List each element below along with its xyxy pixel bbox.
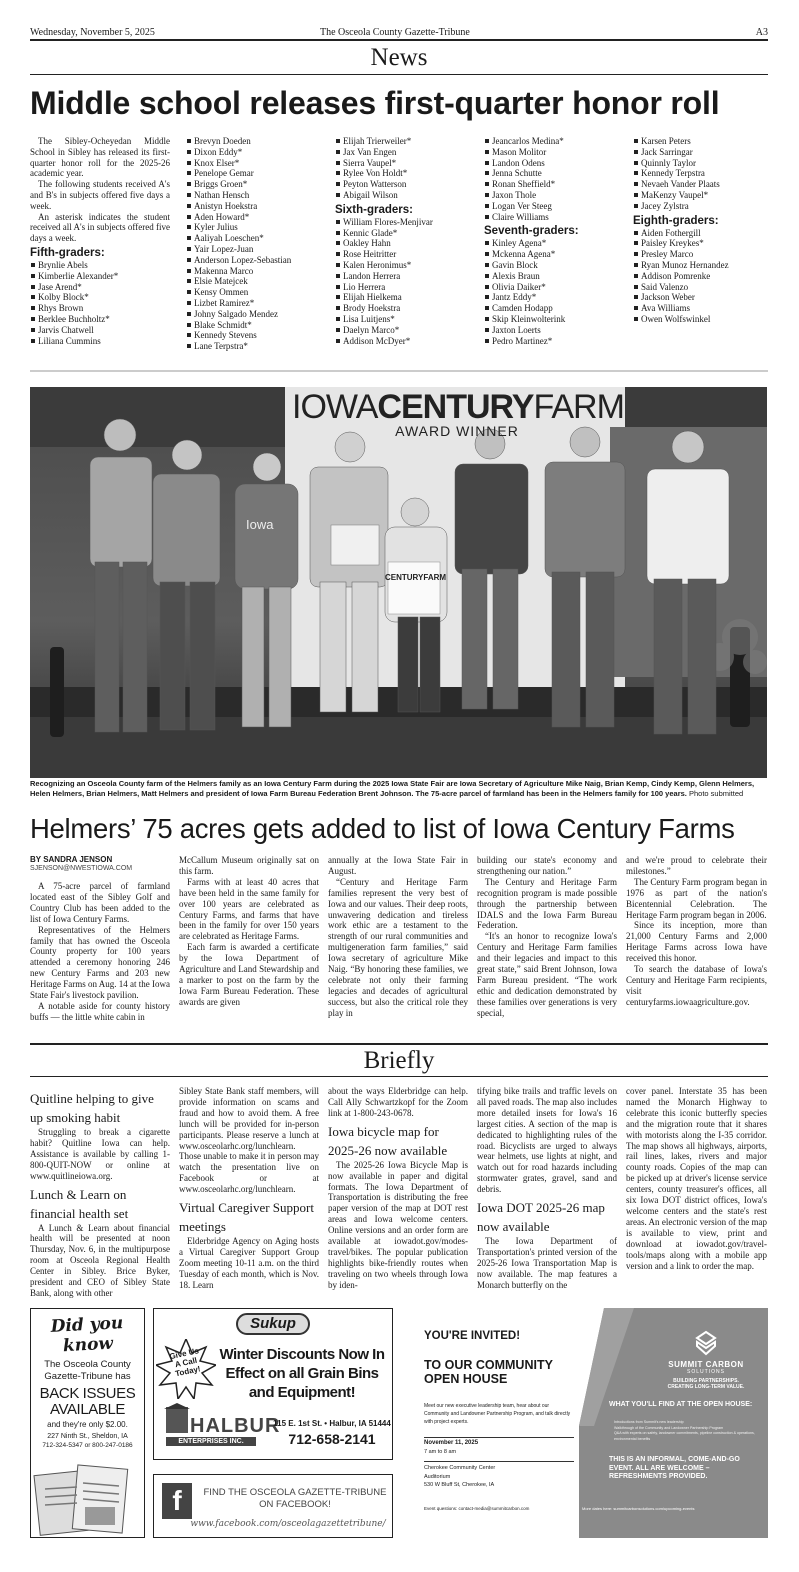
student-name: Landon Herrera	[335, 271, 475, 282]
paper-name: The Osceola County Gazette-Tribune	[320, 27, 470, 38]
student-name: Quinnly Taylor	[633, 158, 773, 169]
student-name: Rylee Von Holdt*	[335, 168, 475, 179]
brief-paragraph: about the ways Elderbridge can help. Call Ally Schwartzkopf for the Zoom link at 1-800-243-0678.	[328, 1086, 468, 1118]
student-name: Rhys Brown	[30, 303, 170, 314]
page-number: A3	[755, 27, 768, 38]
student-name: Aiden Fothergill	[633, 228, 773, 239]
event-time: 7 am to 8 am	[424, 1449, 457, 1455]
divider	[424, 1437, 574, 1438]
brief-paragraph: The 2025-26 Iowa Bicycle Map is now available in paper and digital formats. The Iowa Department of Transportation is distributing the free paper version of the map at DOT rest areas and Iowa welcome centers. Online versions and an order form are available at iowadot.gov/modes-travel/bikes. The popular publication highlights bike-friendly routes when traveling on two wheels through Iowa by iden-	[328, 1159, 468, 1290]
name-list	[484, 136, 624, 222]
student-name: Logan Ver Steeg	[484, 201, 624, 212]
ad-title: Did you know	[50, 1313, 124, 1357]
student-name: Aden Howard*	[186, 212, 326, 223]
student-name: Lio Herrera	[335, 282, 475, 293]
century-farm-sign: CENTURYFARM	[385, 573, 447, 582]
student-name: Olivia Daiker*	[484, 282, 624, 293]
article-col-1	[30, 855, 170, 1023]
find-heading: WHAT YOU'LL FIND AT THE OPEN HOUSE:	[609, 1401, 753, 1408]
article-paragraph: building our state's economy and strengthening our nation.”	[477, 855, 617, 876]
student-name: Kimberlie Alexander*	[30, 271, 170, 282]
student-name: Jaxton Loerts	[484, 325, 624, 336]
summit-carbon-ad[interactable]	[404, 1308, 768, 1538]
sukup-halbur-ad[interactable]	[153, 1308, 393, 1460]
photo-credit: Photo submitted	[688, 788, 744, 798]
intro-paragraph: An asterisk indicates the student received all A's in subjects offered five days a week.	[30, 211, 170, 244]
ad-line: The Osceola County Gazette-Tribune has	[44, 1359, 131, 1382]
section-title-briefly: Briefly	[30, 1043, 768, 1077]
student-name: Elijah Hielkema	[335, 292, 475, 303]
photo-caption	[30, 779, 770, 798]
student-name: Nathan Hensch	[186, 190, 326, 201]
article-paragraph: Each farm is awarded a certificate by the Iowa Department of Agriculture and Land Stewardship and a marker to post on the farm by the Iowa Farm Bureau Federation. These awards are given	[179, 942, 319, 1007]
summit-tagline: CREATING LONG-TERM VALUE.	[667, 1384, 745, 1390]
honor-roll-col-3	[335, 136, 475, 346]
ad-headline: and Equipment!	[248, 1384, 356, 1401]
brief-paragraph: The Iowa Department of Transportation's printed version of the 2025-26 Iowa Transportation Map is now available. The map features a Monarch butterfly on the	[477, 1236, 617, 1290]
student-name: William Flores-Menjivar	[335, 217, 475, 228]
find-list	[614, 1420, 759, 1442]
student-name: MaKenzy Vaupel*	[633, 190, 773, 201]
brief-headline: Iowa bicycle map for 2025-26 now available	[328, 1123, 448, 1158]
name-list	[633, 228, 773, 325]
award-winner-text: AWARD WINNER	[395, 423, 519, 439]
student-name: Jaxon Thole	[484, 190, 624, 201]
student-name: Elijah Trierweiler*	[335, 136, 475, 147]
briefly-col-1	[30, 1086, 170, 1299]
student-name: Rose Heitritter	[335, 249, 475, 260]
grade-heading: Sixth-graders:	[335, 203, 413, 216]
student-name: Jacey Zylstra	[633, 201, 773, 212]
student-name: Claire Williams	[484, 212, 624, 223]
open-house-body: Meet our new executive leadership team, hear about our Community and Landowner Partnership Program, and talk directly with project experts.	[424, 1403, 571, 1425]
student-name: Sierra Vaupel*	[335, 158, 475, 169]
student-name: Camden Hodapp	[484, 303, 624, 314]
student-name: Dixon Eddy*	[186, 147, 326, 158]
event-date: November 11, 2025	[424, 1440, 479, 1446]
student-name: Ryan Munoz Hernandez	[633, 260, 773, 271]
banner-text: CENTURY	[377, 388, 534, 426]
intro-paragraph: The following students received A's and B's in subjects offered five days a week.	[30, 179, 170, 211]
student-name: Oakley Hahn	[335, 238, 475, 249]
informal-note: THIS IS AN INFORMAL, COME-AND-GO EVENT. ALL ARE WELCOME – REFRESHMENTS PROVIDED.	[609, 1456, 740, 1480]
student-name: Kensy Ommen	[186, 287, 326, 298]
article-col-2	[179, 855, 319, 1008]
article-paragraph: annually at the Iowa State Fair in August.	[328, 855, 468, 876]
name-list	[335, 136, 475, 201]
grade-heading: Fifth-graders:	[30, 246, 105, 259]
student-name: Kennedy Stevens	[186, 330, 326, 341]
student-name: Addison McDyer*	[335, 336, 475, 347]
brief-paragraph: Elderbridge Agency on Aging hosts a Virtual Caregiver Support Group Zoom meeting 10-11 a.m. on the third Tuesday of each month, which is Nov. 18. Learn	[179, 1236, 319, 1290]
student-name: Lisa Luitjens*	[335, 314, 475, 325]
dealer-phone: 712-658-2141	[288, 1431, 376, 1447]
article-paragraph: “It's an honor to recognize Iowa's Century and Heritage Farm families and their legacies and impact to this great state,” said Brent Johnson, Iowa Farm Bureau president. “The work ethic and dedication demonstrated by these families over generations is very special,	[477, 931, 617, 1018]
venue-line: 530 W Bluff St, Cherokee, IA	[424, 1482, 495, 1488]
student-name: Kennedy Terpstra	[633, 168, 773, 179]
student-name: Jenna Schutte	[484, 168, 624, 179]
student-name: Brevyn Doeden	[186, 136, 326, 147]
brief-paragraph: tifying bike trails and traffic levels on all paved roads. The map also includes more detailed insets for Iowa's 16 largest cities. A section of the map is dedicated to highlighting rules of the road. Bicyclists are urged to always wear helmets, use lights at night, and watch out for road hazards including stormwater grates, gravel, sand and debris.	[477, 1086, 617, 1195]
brief-paragraph: Sibley State Bank staff members, will provide information on scams and fraud and how to avoid them. A free lunch will be provided for in-person participants. Please reserve a lunch at www.osceolarhc.org/lunchlearn. Those unable to make it in person may watch the presentation live on Facebook or at www.osceolarhc.org/lunchlearn.	[179, 1086, 319, 1195]
event-questions: Event questions: contact-media@summitcarbon.com	[424, 1506, 530, 1511]
ad-line: BACK ISSUES AVAILABLE	[39, 1385, 136, 1418]
issue-date: Wednesday, November 5, 2025	[30, 27, 155, 38]
summit-tagline: BUILDING PARTNERSHIPS.	[673, 1378, 739, 1384]
student-name: Kinley Agena*	[484, 238, 624, 249]
student-name: Jackson Weber	[633, 292, 773, 303]
honor-roll-col-2	[186, 136, 326, 352]
banner-text: FARM	[533, 388, 624, 426]
byline: BY SANDRA JENSON	[30, 855, 113, 864]
facebook-icon: f	[162, 1483, 192, 1519]
article-paragraph: Since its inception, more than 21,000 Century Farms and 2,000 Heritage Farms across Iowa have received this honor.	[626, 920, 767, 964]
summit-brand-sub: SOLUTIONS	[687, 1369, 725, 1375]
student-name: Lane Terpstra*	[186, 341, 326, 352]
article-paragraph: The Century and Heritage Farm recognition program is made possible through the partnership between IDALS and the Iowa Farm Bureau Federation.	[477, 876, 617, 931]
article-col-4	[477, 855, 617, 1019]
venue-line: Cherokee Community Center	[424, 1465, 496, 1471]
student-name: Briggs Groen*	[186, 179, 326, 190]
more-dates[interactable]: More dates here: summitcarbonsolutions.com/upcoming-events	[582, 1506, 695, 1511]
student-name: Jack Sarringar	[633, 147, 773, 158]
briefly-col-4	[477, 1086, 617, 1291]
briefly-col-5	[626, 1086, 767, 1271]
brief-paragraph: cover panel. Interstate 35 has been named the Monarch Highway to celebrate this iconic butterfly species and the migration route that it shares with motorists along the I-35 corridor. The map shows all highways, airports, rail lines, lakes, rivers and major county roads. Copies of the map can be picked up at driver's license service centers, county treasurer's offices, all six Iowa DOT district offices, Iowa's welcome centers and the state's rest areas. An electronic version of the map is available to view, print and download at iowadot.gov/travel-tools/maps along with a mobile app version and a link to order the map.	[626, 1086, 767, 1271]
student-name: Anistyn Hoekstra	[186, 201, 326, 212]
ad-line: and they're only $2.00.	[47, 1420, 128, 1429]
sukup-logo: Sukup	[236, 1313, 310, 1335]
intro-paragraph: The Sibley-Ocheyedan Middle School in Sibley has released its first-quarter honor roll for the 2025-26 academic year.	[30, 136, 170, 179]
ad-line: 712-324-5347 or 800-247-0186	[42, 1442, 133, 1449]
brief-headline: Virtual Caregiver Support meetings	[179, 1200, 314, 1235]
newspaper-stack-image	[31, 1459, 144, 1537]
student-name: Daelyn Marco*	[335, 325, 475, 336]
student-name: Ronan Sheffield*	[484, 179, 624, 190]
summit-logo-icon	[693, 1330, 719, 1356]
dealer-address: 115 E. 1st St. • Halbur, IA 51444	[273, 1419, 391, 1428]
century-farm-banner	[292, 389, 622, 425]
dealer-sub: ENTERPRISES INC.	[166, 1437, 256, 1446]
ad-headline: Winter Discounts Now In	[219, 1346, 385, 1363]
student-name: Johny Salgado Mendez	[186, 309, 326, 320]
student-name: Brynlie Abels	[30, 260, 170, 271]
fb-line: FIND THE OSCEOLA GAZETTE-TRIBUNE	[203, 1487, 387, 1498]
back-issues-ad[interactable]	[30, 1308, 145, 1538]
student-name: Said Valenzo	[633, 282, 773, 293]
student-name: Kennic Glade*	[335, 228, 475, 239]
name-list	[484, 238, 624, 346]
student-name: Jase Arend*	[30, 282, 170, 293]
article-paragraph: Farms with at least 40 acres that have been held in the same family for over 100 years are celebrated as Century Farms, and farms that have been in the family for over 150 years are celebrated as Heritage Farms.	[179, 876, 319, 942]
article-paragraph: A 75-acre parcel of farmland located east of the Sibley Golf and Country Club has been added to the list of Iowa Century Farms.	[30, 881, 170, 924]
open-house-title: TO OUR COMMUNITY OPEN HOUSE	[424, 1358, 553, 1386]
name-list	[335, 217, 475, 347]
century-farm-photo	[30, 387, 767, 778]
section-title-news: News	[30, 44, 768, 75]
student-name: Lizbet Ramirez*	[186, 298, 326, 309]
student-name: Jarvis Chatwell	[30, 325, 170, 336]
article-col-5	[626, 855, 767, 1008]
century-farms-headline: Helmers’ 75 acres gets added to list of Iowa Century Farms	[30, 813, 735, 844]
brief-headline: Quitline helping to give up smoking habit	[30, 1091, 154, 1125]
shirt-logo: Iowa	[246, 517, 274, 532]
banner-text: IOWA	[292, 388, 378, 426]
name-list	[633, 136, 773, 212]
divider	[30, 370, 768, 372]
honor-roll-col-1	[30, 136, 170, 346]
student-name: Makenna Marco	[186, 266, 326, 277]
student-name: Yair Lopez-Juan	[186, 244, 326, 255]
dealer-name: HALBUR	[190, 1415, 281, 1437]
venue-line: Auditorium	[424, 1473, 451, 1480]
find-item: Introductions from Summit's new leadership	[614, 1420, 684, 1424]
article-paragraph: The Century Farm program began in 1976 as part of the nation's Bicentennial Celebration. The Heritage Farm program began in 2006.	[626, 876, 767, 920]
student-name: Jax Van Engen	[335, 147, 475, 158]
find-item: Q&A with experts on safety, landowner commitments, pipeline construction & operations, environmental benefits	[614, 1431, 755, 1441]
byline-email: SJENSON@NWESTIOWA.COM	[30, 865, 133, 872]
fb-url[interactable]: www.facebook.com/osceolagazettetribune/	[190, 1519, 386, 1529]
student-name: Jeancarlos Medina*	[484, 136, 624, 147]
student-name: Kalen Heronimus*	[335, 260, 475, 271]
article-paragraph: A notable aside for county history buffs — the little white cabin in	[30, 1000, 170, 1022]
honor-roll-col-4	[484, 136, 624, 346]
honor-roll-col-5	[633, 136, 773, 325]
student-name: Pedro Martinez*	[484, 336, 624, 347]
student-name: Berklee Buchholtz*	[30, 314, 170, 325]
student-name: Penelope Gemar	[186, 168, 326, 179]
brief-paragraph: Struggling to break a cigarette habit? Quitline Iowa can help. Assistance is available by calling 1-800-QUIT-NOW or online at www.quitlineiowa.org.	[30, 1127, 170, 1181]
student-name: Landon Odens	[484, 158, 624, 169]
ad-line: 227 Ninth St., Sheldon, IA	[47, 1433, 128, 1440]
student-name: Skip Kleinwolterink	[484, 314, 624, 325]
article-paragraph: “Century and Heritage Farm families represent the very best of Iowa and our values. Their deep roots, unwavering dedication and tireless work ethic are a testament to the strength of our rural communities and multigeneration farm families,” said Iowa secretary of agriculture Mike Naig. “By honoring these families, we celebrate not only their farming legacies and decades of agricultural success, but also the critical role they play in	[328, 876, 468, 1018]
article-paragraph: Representatives of the Helmers family that has owned the Osceola County property for 100 years attended a ceremony honoring 246 new Century Farms and 203 new Heritage Farms on Aug. 14 at the Iowa State Fair's livestock pavilion.	[30, 924, 170, 1001]
honor-roll-headline: Middle school releases first-quarter honor roll	[30, 85, 720, 121]
invite-heading: YOU'RE INVITED!	[424, 1330, 521, 1342]
student-name: Abigail Wilson	[335, 190, 475, 201]
student-name: Addison Pomrenke	[633, 271, 773, 282]
student-name: Aaliyah Loeschen*	[186, 233, 326, 244]
ad-headline: Effect on all Grain Bins	[225, 1365, 379, 1382]
facebook-ad[interactable]	[153, 1474, 393, 1538]
student-name: Gavin Block	[484, 260, 624, 271]
student-name: Kyler Julius	[186, 222, 326, 233]
briefly-col-2	[179, 1086, 319, 1291]
caption-text: Recognizing an Osceola County farm of the Helmers family as an Iowa Century Farm during the 2025 Iowa State Fair are Iowa Secretary of Agriculture Mike Naig, Brian Kemp, Cindy Kemp, Glenn Helmers, Helen Helmers, Brian Helmers, Matt Helmers and president of Iowa Farm Bureau Federation Brent Johnson. The 75-acre parcel of farmland has been in the Helmers family for 100 years.	[30, 779, 755, 798]
student-name: Elsie Matejcek	[186, 276, 326, 287]
divider	[424, 1461, 574, 1462]
student-name: Liliana Cummins	[30, 336, 170, 347]
student-name: Mason Molitor	[484, 147, 624, 158]
student-name: Presley Marco	[633, 249, 773, 260]
student-name: Ava Williams	[633, 303, 773, 314]
article-col-3	[328, 855, 468, 1019]
article-paragraph: and we're proud to celebrate their milestones.”	[626, 855, 767, 876]
student-name: Peyton Watterson	[335, 179, 475, 190]
article-paragraph: To search the database of Iowa's Century and Heritage Farm recipients, visit centuryfarms.iowaagriculture.gov.	[626, 964, 767, 1007]
brief-paragraph: A Lunch & Learn about financial health will be presented at noon Thursday, Nov. 6, in the multipurpose room at Osceola Regional Health Center in Sibley. Brice Byker, president and CEO of Sibley State Bank, along with other	[30, 1222, 170, 1298]
fb-line: ON FACEBOOK!	[259, 1499, 331, 1510]
student-name: Nevaeh Vander Plaats	[633, 179, 773, 190]
page-header	[30, 27, 768, 41]
starburst-text: Give Us A Call Today!	[168, 1346, 202, 1379]
name-list	[186, 136, 326, 352]
brief-headline: Lunch & Learn on financial health set	[30, 1186, 129, 1221]
student-name: Knox Elser*	[186, 158, 326, 169]
student-name: Anderson Lopez-Sebastian	[186, 255, 326, 266]
article-paragraph: McCallum Museum originally sat on this farm.	[179, 855, 319, 876]
summit-brand: SUMMIT CARBON	[668, 1360, 744, 1369]
student-name: Kolby Block*	[30, 292, 170, 303]
grade-heading: Seventh-graders:	[484, 225, 579, 238]
student-name: Alexis Braun	[484, 271, 624, 282]
student-name: Owen Wolfswinkel	[633, 314, 773, 325]
student-name: Paisley Kreykes*	[633, 238, 773, 249]
grade-heading: Eighth-graders:	[633, 214, 719, 227]
student-name: Blake Schmidt*	[186, 320, 326, 331]
find-item: Walkthrough of the Community and Landowner Partnership Program	[614, 1425, 724, 1430]
briefly-col-3	[328, 1086, 468, 1291]
student-name: Jantz Eddy*	[484, 292, 624, 303]
student-name: Mckenna Agena*	[484, 249, 624, 260]
name-list	[30, 260, 170, 346]
student-name: Karsen Peters	[633, 136, 773, 147]
brief-headline: Iowa DOT 2025-26 map now available	[477, 1200, 605, 1235]
student-name: Brody Hoekstra	[335, 303, 475, 314]
